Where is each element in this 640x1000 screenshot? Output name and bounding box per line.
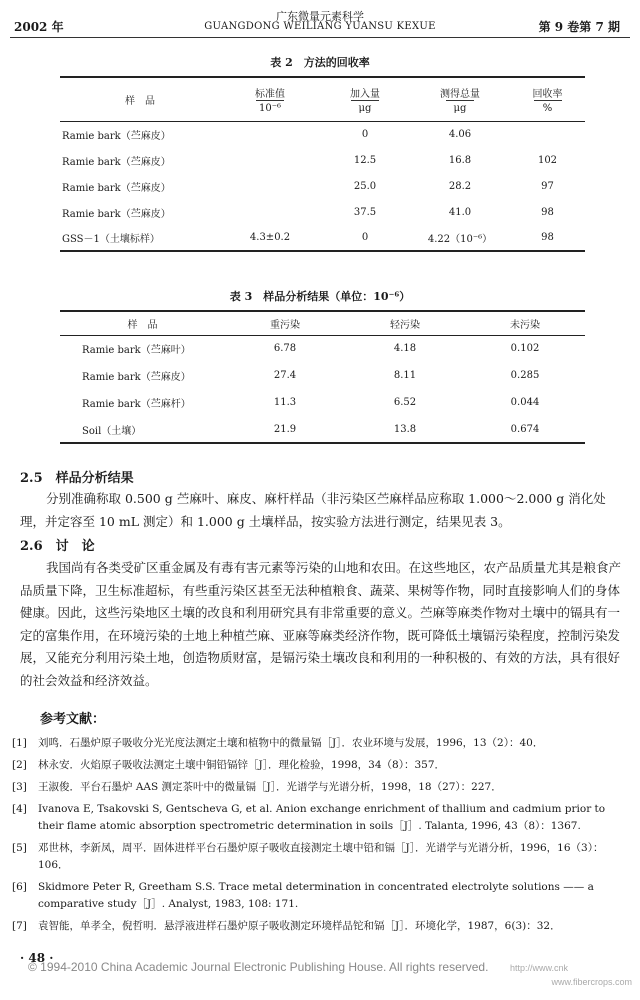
table2-cell: 41.0 (448, 206, 472, 218)
reference-item (12, 757, 622, 774)
table2-cell (220, 121, 320, 147)
table2-caption: 表 2 方法的回收率 (270, 56, 370, 69)
table2-header: 回收率 % (532, 88, 563, 114)
reference-text: 刘鸣．石墨炉原子吸收分光光度法测定土壤和植物中的微量镉［J］．农业环境与发展，1996，13（2）：40． (38, 737, 544, 749)
table3-row (60, 389, 585, 416)
table3-cell: 0.285 (510, 370, 540, 381)
table3-row (60, 335, 585, 362)
table2-cell: 4.22（10⁻⁶） (427, 234, 493, 245)
table2-cell: Ramie bark（苎麻皮） (62, 156, 171, 168)
reference-item (12, 879, 622, 913)
table2-header: 测得总量 μg (440, 88, 480, 114)
references-heading: 参考文献： (40, 712, 106, 727)
table2-cell: Ramie bark（苎麻皮） (62, 208, 171, 220)
reference-item (12, 801, 622, 835)
table2-cell: 4.06 (448, 128, 472, 140)
header-rule (10, 37, 630, 38)
table3-header-row (60, 311, 585, 335)
table2-header: 样 品 (125, 95, 155, 107)
reference-text: Skidmore Peter R, Greetham S.S. Trace metal determination in concentrated electrolyte solutions —— a comparative study［J］. Analyst, 1983, 108: 171. (38, 881, 594, 910)
table2-cell (220, 147, 320, 173)
header-year: 2002 年 (14, 20, 64, 34)
table2-row (60, 173, 585, 199)
table3-cell: Ramie bark（苎麻皮） (82, 372, 191, 383)
reference-number: [1] (12, 737, 27, 749)
table2-cell (510, 121, 585, 147)
table2-unit: μg (351, 100, 379, 114)
section-2-6-body: 我国尚有各类受矿区重金属及有毒有害元素等污染的山地和农田。在这些地区，农产品质量尤其是粮食产品质量下降，卫生标准超标，有些重污染区甚至无法种植粮食、蔬菜、果树等作物，同时直接影响人们的身体健康。因此，这些污染地区土壤的改良和利用研究具有非常重要的意义。苎麻等麻类作物对土壤中的镉具有一定的富集作用，在环境污染的土地上种植苎麻、亚麻等麻类经济作物，既可降低土壤镉污染程度，控制污染发展，又能充分利用污染土地，创造物质财富，是镉污染土壤改良和利用的一种积极的、有效的方法，具有很好的社会效益和经济效益。 (20, 560, 622, 688)
reference-number: [4] (12, 803, 27, 815)
reference-number: [7] (12, 920, 27, 932)
table3-header: 样 品 (127, 319, 158, 331)
section-2-5-body: 分别准确称取 0.500 g 苎麻叶、麻皮、麻杆样品（非污染区苎麻样品应称取 1.000～2.000 g 消化处理，并定容至 10 mL 测定）和 1.000 g 土壤样品，按实验方法进行测定，结果见表 3。 (20, 491, 606, 529)
section-2-5-heading: 2.5 样品分析结果 (20, 471, 134, 486)
table2-cell: 102 (537, 154, 558, 166)
table2-header: 加入量 μg (350, 88, 380, 114)
table2-row (60, 121, 585, 147)
reference-text: 王淑俊．平台石墨炉 AAS 测定茶叶中的微量镉［J］．光谱学与光谱分析，1998，18（27）：227． (38, 781, 502, 793)
reference-number: [3] (12, 781, 27, 793)
section-2-6-heading: 2.6 讨 论 (20, 539, 95, 554)
page-header (0, 8, 640, 38)
table2-row (60, 199, 585, 225)
table2-header-row (60, 77, 585, 121)
table3-cell: Ramie bark（苎麻杆） (82, 399, 191, 410)
table3-cell: 6.52 (393, 397, 417, 408)
table3-caption: 表 3 样品分析结果（单位：10⁻⁶） (229, 290, 411, 303)
table3-header: 未污染 (510, 319, 540, 331)
table2-cell: 98 (541, 206, 554, 218)
table2-cell (220, 173, 320, 199)
table2-unit: 10⁻⁶ (256, 100, 284, 114)
table2-cell: 12.5 (353, 154, 377, 166)
table2-row (60, 147, 585, 173)
table3-header: 轻污染 (390, 319, 420, 331)
table3-cell: 11.3 (273, 397, 297, 408)
table3-cell: 21.9 (273, 423, 297, 435)
table3-cell: 6.78 (273, 343, 297, 355)
table3-cell: 0.102 (510, 343, 540, 355)
reference-text: 林永安．火焰原子吸收法测定土壤中铜铅镉锌［J］．理化检验，1998，34（8）：357． (38, 759, 446, 771)
table2-cell: 25.0 (353, 180, 377, 192)
table2-cell: 97 (541, 180, 554, 192)
table2-cell: 0 (361, 128, 369, 140)
table2-cell: 37.5 (353, 206, 377, 218)
table2-cell: Ramie bark（苎麻皮） (62, 130, 171, 142)
table3-cell: Soil（土壤） (82, 425, 142, 437)
table2-cell: 0 (361, 232, 369, 243)
watermark-url: http://www.cnk (510, 963, 569, 973)
copyright-footer: © 1994-2010 China Academic Journal Electronic Publishing House. All rights reserved. (28, 960, 489, 974)
reference-number: [2] (12, 759, 27, 771)
table3-header: 重污染 (270, 319, 300, 331)
table2-cell: 28.2 (448, 180, 472, 192)
journal-title-cn: 广东微量元素科学 (276, 10, 364, 23)
references-list (12, 735, 622, 940)
page-number: · 48 · (20, 951, 54, 965)
table2-unit: μg (446, 100, 474, 114)
reference-number: [6] (12, 881, 27, 893)
table3 (60, 310, 585, 444)
table2-cell: GSS－1（土壤标样） (62, 234, 160, 245)
table3-cell: 0.044 (510, 397, 540, 408)
table3-row (60, 362, 585, 389)
table3-cell: 8.11 (393, 370, 417, 381)
table2-cell: 16.8 (448, 154, 472, 166)
table3-cell: 4.18 (393, 343, 417, 355)
table2-row (60, 225, 585, 251)
table2-cell: 98 (541, 232, 554, 243)
journal-title-en: GUANGDONG WEILIANG YUANSU KEXUE (204, 21, 436, 32)
reference-item (12, 735, 622, 752)
table3-row (60, 416, 585, 443)
table2-header: 标准值 10⁻⁶ (255, 88, 285, 114)
reference-number: [5] (12, 842, 27, 854)
table3-cell: Ramie bark（苎麻叶） (82, 345, 191, 357)
table3-cell: 0.674 (510, 423, 540, 435)
table2-unit: % (534, 100, 562, 114)
reference-item (12, 918, 622, 935)
watermark-site: www.fibercrops.com (551, 977, 632, 987)
reference-item (12, 840, 622, 874)
header-volume: 第 9 卷第 7 期 (538, 20, 620, 34)
reference-text: 袁智能，单孝全，倪哲明．悬浮液进样石墨炉原子吸收测定环境样品铊和镉［J］．环境化学，1987，6(3)：32． (38, 920, 561, 932)
table3-cell: 27.4 (273, 370, 297, 381)
reference-item (12, 779, 622, 796)
reference-text: 邓世林，李新凤，周平．固体进样平台石墨炉原子吸收直接测定土壤中铅和镉［J］．光谱学与光谱分析，1996，16（3）：106． (38, 842, 604, 871)
reference-text: Ivanova E, Tsakovski S, Gentscheva G, et al. Anion exchange enrichment of thallium and cadmium prior to their flame atomic absorption spectrometric determination in soils［J］. Talanta, 1996, 43（8）：1367. (38, 803, 606, 832)
table2 (60, 76, 585, 252)
table2-cell: Ramie bark（苎麻皮） (62, 182, 171, 194)
table2-cell: 4.3±0.2 (249, 232, 291, 243)
table2-cell (220, 199, 320, 225)
table3-cell: 13.8 (393, 423, 417, 435)
